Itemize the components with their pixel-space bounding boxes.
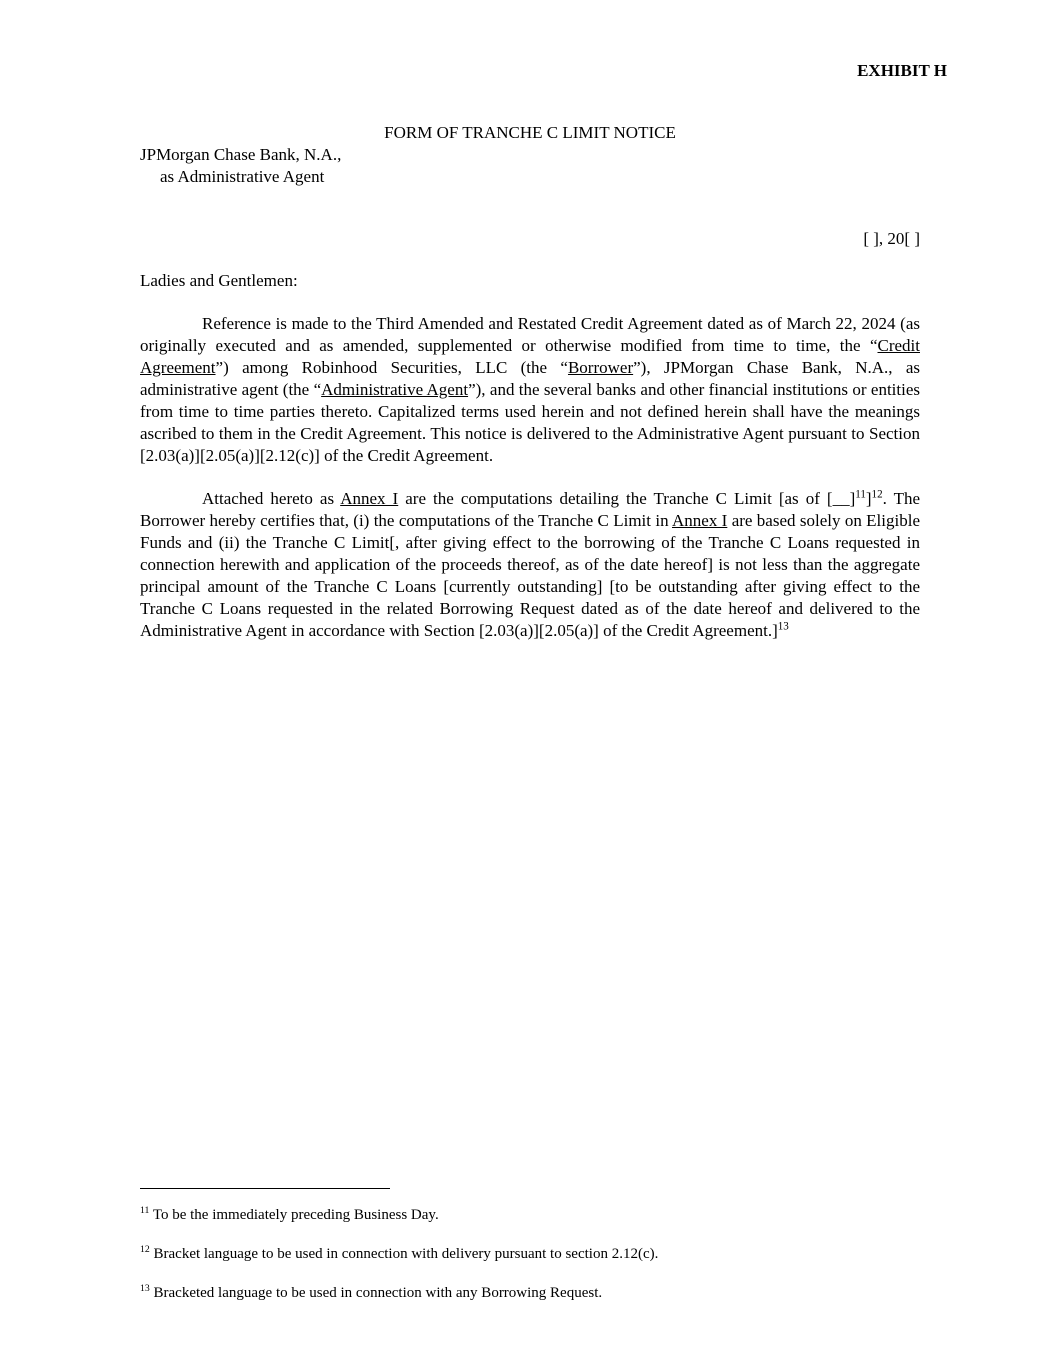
footnote-12-number: 12	[140, 1244, 150, 1255]
footnote-11	[140, 1205, 920, 1225]
footnotes-section	[140, 1188, 920, 1322]
body-paragraph-2: Attached hereto as Annex I are the computations detailing the Tranche C Limit [as of [__]$^{11}$]$^{12}$. The Borrower hereby certifies that, (i) the computations of the Tranche C Limit in Annex I are based solely on Eligible Funds and (ii) the Tranche C Limit[, after giving effect to the borrowing of the Tranche C Loans requested in connection herewith and application of the proceeds thereof, as of the date hereof] is not less than the aggregate principal amount of the Tranche C Loans [currently outstanding] [to be outstanding after giving effect to the Tranche C Loans requested in the related Borrowing Request dated as of the date hereof and delivered to the Administrative Agent in accordance with Section [2.03(a)][2.05(a)] of the Credit Agreement.]$^{13}$	[140, 488, 921, 640]
footnote-13-text: Bracketed language to be used in connection with any Borrowing Request.	[149, 1285, 603, 1301]
addressee-name: JPMorgan Chase Bank, N.A.,	[140, 145, 342, 164]
footnote-separator	[140, 1188, 390, 1189]
date-placeholder-line: [ ], 20[ ]	[863, 229, 920, 248]
footnote-12-text: Bracket language to be used in connection with delivery pursuant to section 2.12(c).	[149, 1246, 659, 1262]
footnote-11-text: To be the immediately preceding Business Day.	[149, 1207, 439, 1223]
addressee-role: as Administrative Agent	[160, 167, 325, 186]
footnote-13-number: 13	[140, 1283, 150, 1294]
footnote-12	[140, 1244, 920, 1264]
body-paragraph-1: Reference is made to the Third Amended and Restated Credit Agreement dated as of March 22, 2024 (as originally executed and as amended, supplemented or otherwise modified from time to time, the “Credit Agreement”) among Robinhood Securities, LLC (the “Borrower”), JPMorgan Chase Bank, N.A., as administrative agent (the “Administrative Agent”), and the several banks and other financial institutions or entities from time to time parties thereto. Capitalized terms used herein and not defined herein shall have the meanings ascribed to them in the Credit Agreement. This notice is delivered to the Administrative Agent pursuant to Section [2.03(a)][2.05(a)][2.12(c)] of the Credit Agreement.	[140, 314, 921, 465]
document-title: FORM OF TRANCHE C LIMIT NOTICE	[384, 123, 676, 142]
salutation: Ladies and Gentlemen:	[140, 271, 298, 290]
footnote-11-number: 11	[140, 1205, 150, 1216]
document-body	[140, 122, 920, 642]
footnote-13	[140, 1283, 920, 1303]
exhibit-label: EXHIBIT H	[857, 61, 947, 80]
